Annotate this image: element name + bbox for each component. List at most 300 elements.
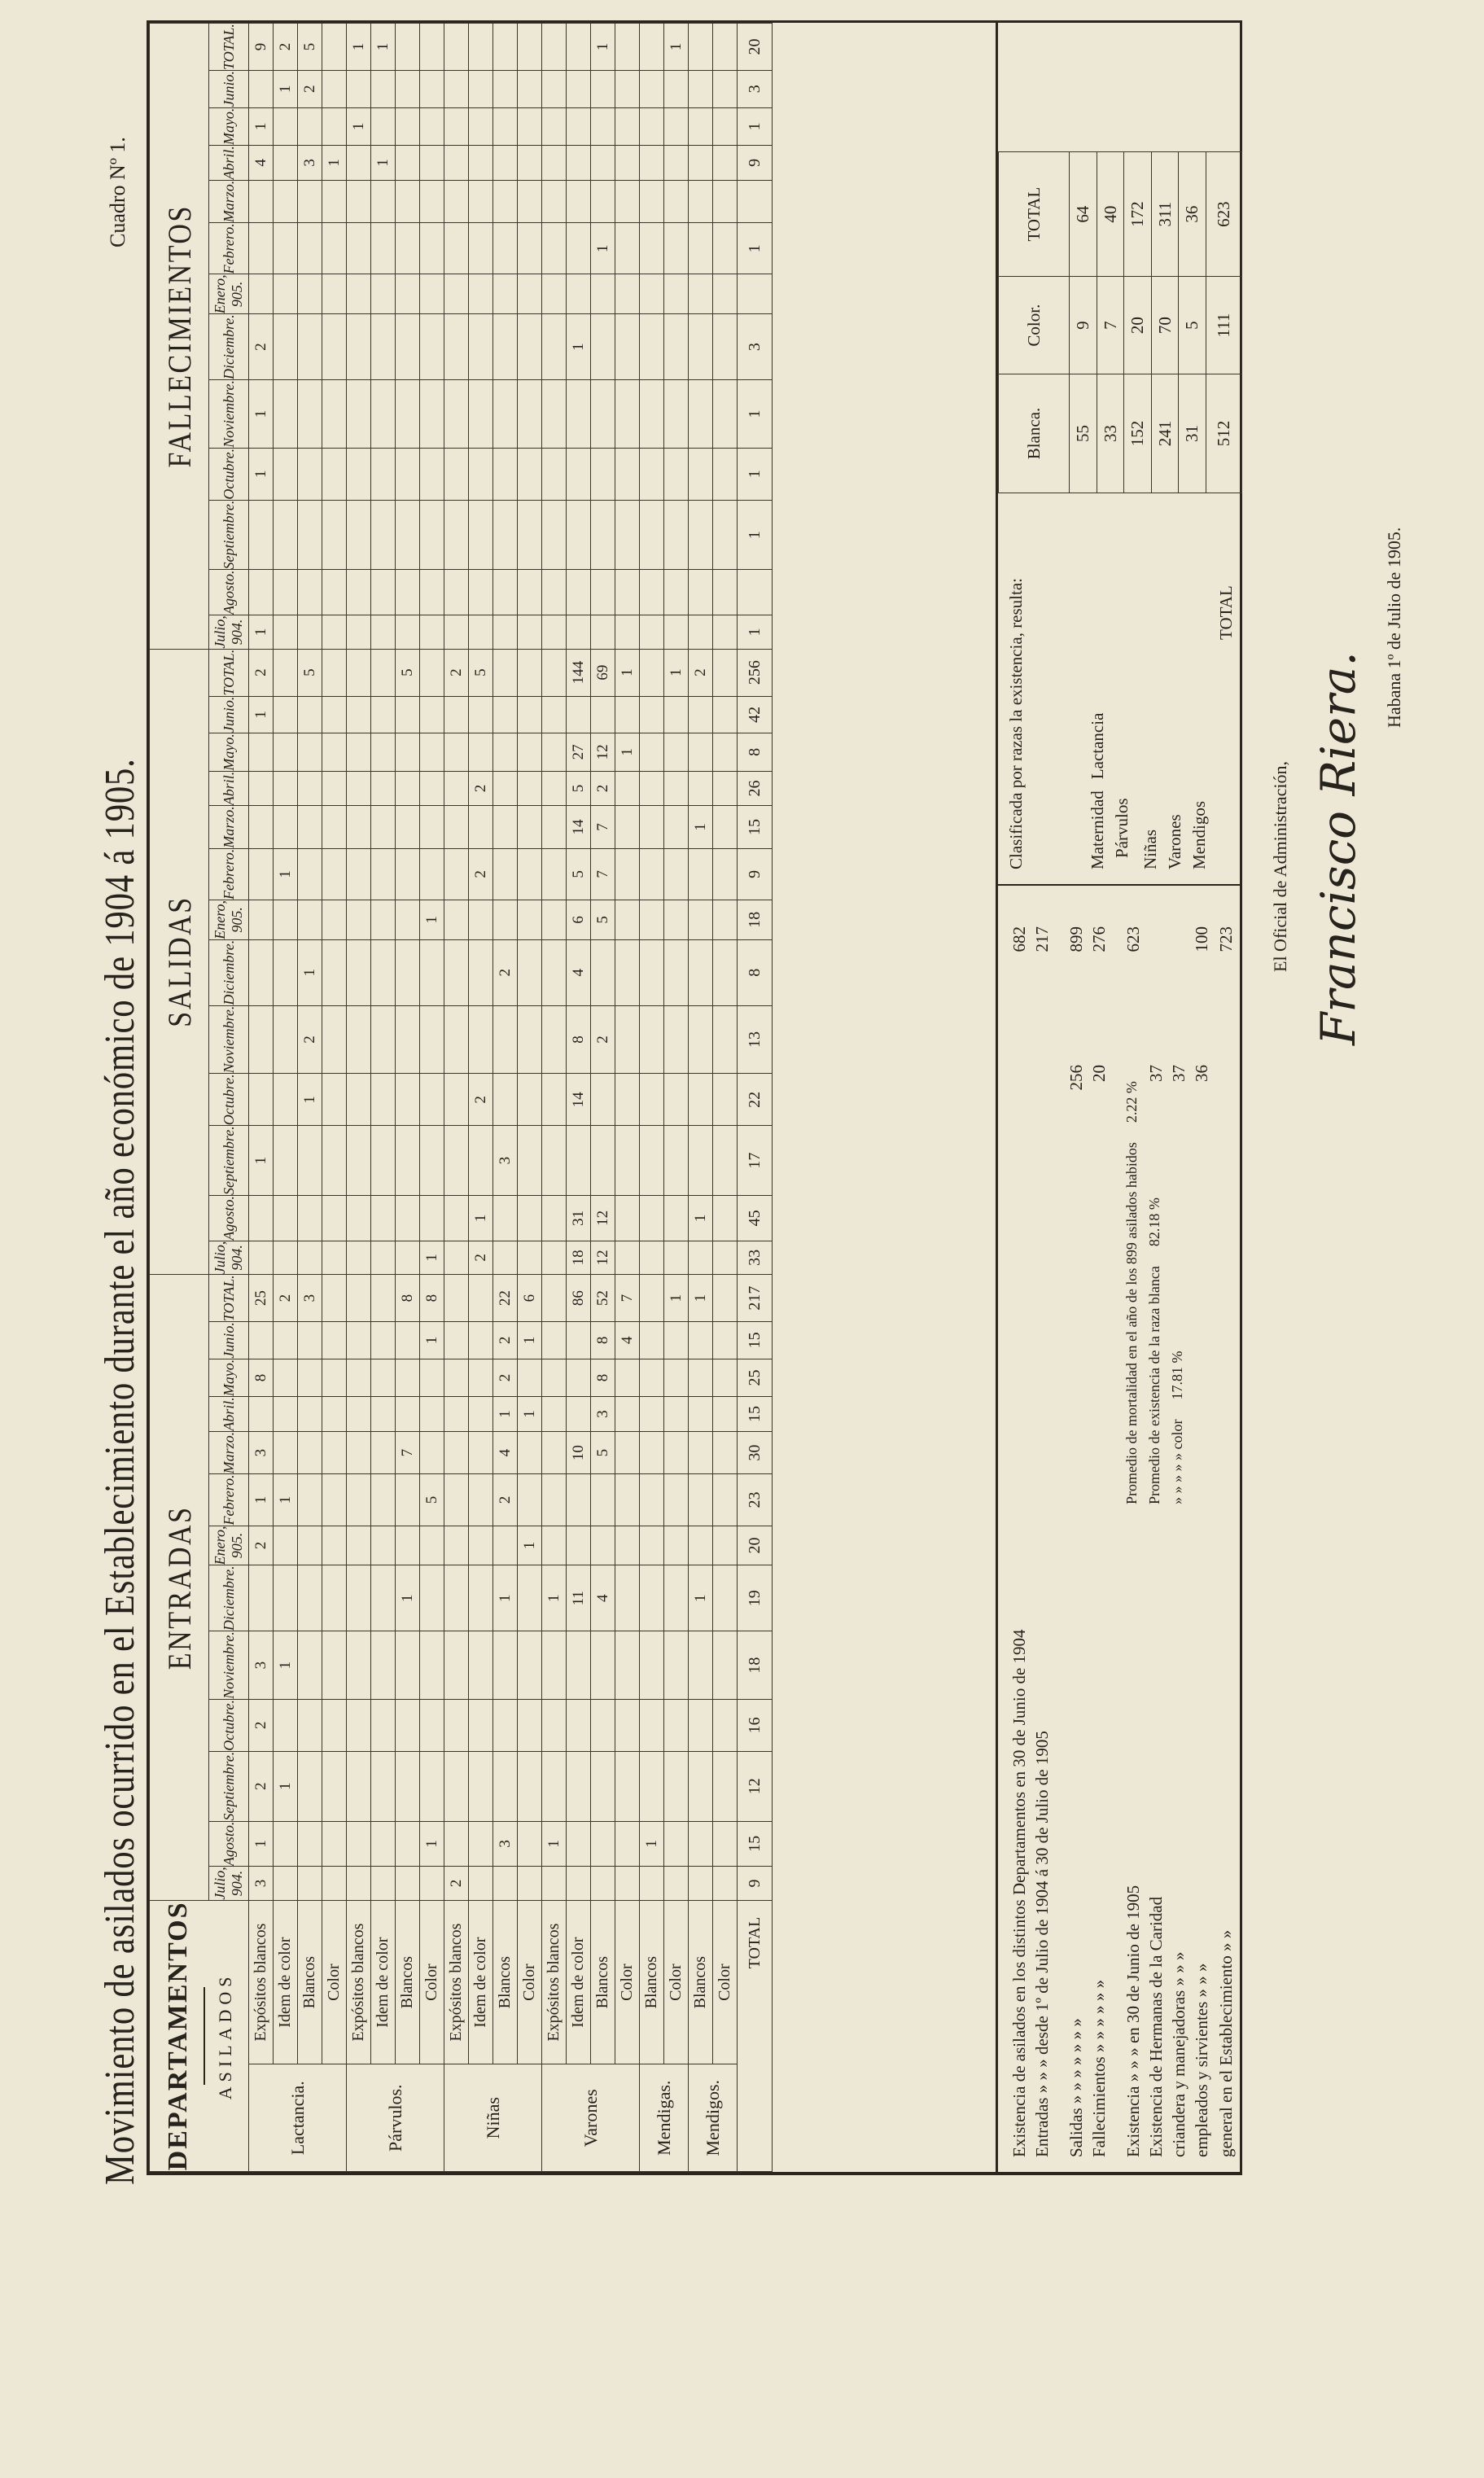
data-cell [664, 1821, 689, 1867]
data-cell [542, 146, 567, 181]
month-header: Marzo. [209, 180, 249, 223]
data-cell [469, 107, 493, 146]
classification-cell: 40 [1097, 152, 1123, 277]
data-cell [396, 696, 420, 733]
data-cell [444, 24, 469, 71]
data-cell [567, 500, 591, 570]
data-cell [347, 649, 371, 696]
total-cell: 1 [738, 500, 773, 570]
data-cell: 1 [542, 1565, 567, 1631]
data-cell [469, 615, 493, 650]
classification-row-label [1112, 799, 1132, 870]
month-header: Noviembre. [209, 380, 249, 449]
total-cell: 45 [738, 1196, 773, 1241]
month-header: Mayo. [209, 1359, 249, 1397]
data-cell [689, 1526, 713, 1565]
data-cell [689, 900, 713, 939]
data-cell [249, 274, 274, 314]
data-cell [542, 771, 567, 806]
data-cell [371, 1431, 396, 1474]
data-cell [664, 696, 689, 733]
data-cell [396, 500, 420, 570]
data-cell [615, 70, 640, 107]
data-cell [664, 1431, 689, 1474]
data-cell [322, 1431, 347, 1474]
data-cell [640, 380, 664, 449]
data-cell [371, 1397, 396, 1432]
data-cell: 2 [493, 1322, 518, 1359]
data-cell [322, 1275, 347, 1322]
total-cell: 1 [738, 107, 773, 146]
classification-header-row [999, 152, 1070, 493]
data-cell [469, 146, 493, 181]
data-cell [542, 1196, 567, 1241]
data-cell [274, 1241, 298, 1275]
data-cell [518, 771, 542, 806]
summary-value: 37 [1169, 1065, 1189, 1082]
data-cell [664, 939, 689, 1005]
data-cell [274, 180, 298, 223]
classification-block [998, 21, 1242, 886]
data-cell [591, 1631, 615, 1700]
month-header: Octubre. [209, 448, 249, 500]
month-header: Octubre. [209, 1074, 249, 1126]
data-cell: 8 [396, 1275, 420, 1322]
data-cell [664, 380, 689, 449]
data-cell: 2 [469, 771, 493, 806]
data-cell [518, 848, 542, 900]
data-cell [664, 1196, 689, 1241]
table-row [518, 24, 542, 2172]
data-cell [664, 1359, 689, 1397]
total-cell: 33 [738, 1241, 773, 1275]
data-cell [615, 146, 640, 181]
classification-row [1070, 152, 1097, 493]
data-cell [444, 380, 469, 449]
subcategory-label: Color [420, 1900, 444, 2064]
classification-cell: 36 [1179, 152, 1206, 277]
data-cell [347, 274, 371, 314]
data-cell [664, 771, 689, 806]
data-cell [371, 615, 396, 650]
subcategory-label: Idem de color [371, 1900, 396, 2064]
classification-cell: 31 [1179, 374, 1206, 493]
data-cell [347, 696, 371, 733]
data-cell [664, 1526, 689, 1565]
data-cell [420, 180, 444, 223]
data-cell [322, 107, 347, 146]
data-cell [444, 274, 469, 314]
data-cell [322, 274, 347, 314]
data-cell [493, 223, 518, 274]
data-cell [689, 274, 713, 314]
data-cell: 1 [420, 900, 444, 939]
subcategory-label: Color [664, 1900, 689, 2064]
table-row [396, 24, 420, 2172]
data-cell [322, 1074, 347, 1126]
data-cell: 2 [493, 939, 518, 1005]
data-cell [371, 314, 396, 380]
data-cell: 1 [689, 806, 713, 849]
data-cell [518, 1196, 542, 1241]
table-row [322, 24, 347, 2172]
data-cell [615, 1126, 640, 1196]
data-cell [615, 1431, 640, 1474]
total-row [738, 24, 773, 2172]
data-cell [591, 696, 615, 733]
data-cell: 7 [591, 848, 615, 900]
data-cell [371, 107, 396, 146]
data-cell [469, 274, 493, 314]
classification-cell: 152 [1124, 374, 1151, 493]
data-cell [713, 1751, 738, 1821]
data-cell [689, 500, 713, 570]
data-cell: 12 [591, 1196, 615, 1241]
data-cell: 6 [518, 1275, 542, 1322]
data-cell: 12 [591, 733, 615, 772]
promedio-value: 17.81 % [1169, 1351, 1185, 1400]
data-cell [371, 1699, 396, 1751]
data-cell [274, 1526, 298, 1565]
data-cell [371, 1631, 396, 1700]
data-cell [689, 146, 713, 181]
total-cell: 13 [738, 1005, 773, 1074]
data-cell [444, 1631, 469, 1700]
classification-cell: 33 [1097, 374, 1123, 493]
summary-line [1066, 2018, 1089, 2157]
data-cell [322, 696, 347, 733]
subcategory-label: Idem de color [274, 1900, 298, 2064]
data-cell [640, 771, 664, 806]
data-cell [518, 24, 542, 71]
data-cell [689, 1322, 713, 1359]
data-cell [664, 1241, 689, 1275]
data-cell [420, 615, 444, 650]
data-cell [469, 696, 493, 733]
data-cell [664, 733, 689, 772]
data-cell: 2 [444, 1867, 469, 1901]
data-cell [274, 649, 298, 696]
data-cell: 1 [274, 70, 298, 107]
data-cell: 5 [591, 900, 615, 939]
data-cell [640, 274, 664, 314]
data-cell [396, 180, 420, 223]
data-cell [420, 1751, 444, 1821]
data-cell [347, 500, 371, 570]
data-cell [469, 939, 493, 1005]
data-cell [713, 146, 738, 181]
subcategory-label: Blancos [640, 1900, 664, 2064]
table-row [640, 24, 664, 2172]
data-cell [567, 696, 591, 733]
summary-line [1146, 1897, 1169, 2157]
data-cell [420, 274, 444, 314]
month-header: TOTAL. [209, 649, 249, 696]
data-cell [542, 1126, 567, 1196]
data-cell [615, 1526, 640, 1565]
data-cell [591, 314, 615, 380]
data-cell [371, 1241, 396, 1275]
data-cell [542, 1631, 567, 1700]
data-cell: 1 [347, 107, 371, 146]
data-cell [371, 570, 396, 615]
data-cell [322, 1565, 347, 1631]
data-cell: 2 [469, 1074, 493, 1126]
data-cell [493, 314, 518, 380]
month-header: Diciembre. [209, 1565, 249, 1631]
data-cell [274, 1699, 298, 1751]
data-cell [371, 1359, 396, 1397]
summary-block [998, 902, 1242, 2172]
data-cell [615, 107, 640, 146]
data-cell: 4 [615, 1322, 640, 1359]
signature-name: Francisco Riera. [1311, 651, 1366, 1045]
data-cell [444, 771, 469, 806]
data-cell [469, 1126, 493, 1196]
data-cell [322, 1526, 347, 1565]
data-cell [396, 146, 420, 181]
data-cell [298, 570, 322, 615]
data-cell [396, 1751, 420, 1821]
data-cell: 2 [249, 1526, 274, 1565]
classification-cell: 20 [1124, 277, 1151, 374]
data-cell [640, 223, 664, 274]
data-cell [713, 1126, 738, 1196]
data-cell [298, 274, 322, 314]
data-cell: 27 [567, 733, 591, 772]
data-cell: 1 [420, 1241, 444, 1275]
data-cell [713, 848, 738, 900]
data-cell [615, 570, 640, 615]
data-cell [347, 733, 371, 772]
subcategory-label: Blancos [298, 1900, 322, 2064]
data-cell [420, 107, 444, 146]
data-cell [420, 24, 444, 71]
promedio-value: 82.18 % [1146, 1197, 1162, 1247]
data-cell [420, 448, 444, 500]
data-cell [542, 448, 567, 500]
fallecimientos-header [150, 24, 209, 650]
data-cell [371, 900, 396, 939]
data-cell [347, 1359, 371, 1397]
total-cell: 9 [738, 848, 773, 900]
classification-sublabel: Párvulos [1112, 798, 1132, 858]
data-cell [444, 733, 469, 772]
data-cell [347, 1275, 371, 1322]
data-cell [469, 448, 493, 500]
data-cell [591, 1867, 615, 1901]
total-cell: 3 [738, 314, 773, 380]
data-cell [249, 900, 274, 939]
data-cell [347, 1821, 371, 1867]
data-cell [274, 1196, 298, 1241]
data-cell [689, 733, 713, 772]
data-cell [567, 146, 591, 181]
data-cell [542, 615, 567, 650]
data-cell [615, 380, 640, 449]
total-cell: 1 [738, 615, 773, 650]
data-cell [371, 274, 396, 314]
data-cell: 1 [371, 146, 396, 181]
month-header: Octubre. [209, 1699, 249, 1751]
data-cell [444, 1196, 469, 1241]
data-cell [615, 1196, 640, 1241]
data-cell [518, 806, 542, 849]
data-cell: 1 [591, 24, 615, 71]
data-cell [640, 1397, 664, 1432]
data-cell [444, 1359, 469, 1397]
data-cell [420, 1631, 444, 1700]
month-header: Junio. [209, 1322, 249, 1359]
data-cell [444, 1751, 469, 1821]
classification-sublabel: Lactancia [1088, 712, 1107, 780]
month-header: Diciembre. [209, 314, 249, 380]
data-cell [591, 1526, 615, 1565]
cuadro-number: Cuadro Nº 1. [106, 137, 129, 247]
classification-total-label: TOTAL [1216, 585, 1236, 640]
data-cell [322, 500, 347, 570]
data-cell [567, 1821, 591, 1867]
data-cell: 1 [371, 24, 396, 71]
data-cell [689, 107, 713, 146]
summary-label: Fallecimientos » » » » » » [1089, 1979, 1109, 2157]
data-cell [713, 274, 738, 314]
data-cell [347, 70, 371, 107]
data-cell [396, 107, 420, 146]
summary-area [996, 23, 1242, 2172]
data-cell [518, 1074, 542, 1126]
data-cell [469, 1397, 493, 1432]
table-row [493, 24, 518, 2172]
data-cell [298, 180, 322, 223]
data-cell [689, 314, 713, 380]
data-cell [713, 1474, 738, 1526]
data-cell [640, 1005, 664, 1074]
summary-label: Salidas » » » » » » » [1066, 2018, 1086, 2157]
data-cell [444, 146, 469, 181]
data-cell [640, 24, 664, 71]
data-cell [371, 848, 396, 900]
classification-header: TOTAL [999, 152, 1070, 277]
data-cell [322, 1631, 347, 1700]
data-cell [298, 1474, 322, 1526]
data-cell [249, 223, 274, 274]
data-cell [322, 380, 347, 449]
total-cell: 1 [738, 380, 773, 449]
data-cell [713, 1397, 738, 1432]
summary-line [1216, 1930, 1239, 2157]
asilados-label: ASILADOS [214, 1972, 235, 2100]
data-cell [444, 314, 469, 380]
data-cell: 5 [420, 1474, 444, 1526]
data-cell [420, 848, 444, 900]
data-cell [591, 448, 615, 500]
total-cell: 12 [738, 1751, 773, 1821]
total-cell: 18 [738, 900, 773, 939]
month-header: Julio, 904. [209, 1867, 249, 1901]
data-cell [713, 1565, 738, 1631]
data-cell [347, 1565, 371, 1631]
month-header: Mayo. [209, 733, 249, 772]
data-cell [371, 939, 396, 1005]
total-cell: 42 [738, 696, 773, 733]
departamentos-label: DEPARTAMENTOS [162, 1901, 193, 2171]
data-cell [347, 848, 371, 900]
data-cell [274, 314, 298, 380]
data-cell [542, 570, 567, 615]
data-cell [347, 939, 371, 1005]
data-cell [591, 107, 615, 146]
data-cell [322, 1821, 347, 1867]
data-cell [640, 107, 664, 146]
data-cell [322, 1005, 347, 1074]
total-cell: 1 [738, 223, 773, 274]
data-cell [249, 570, 274, 615]
data-cell: 1 [249, 107, 274, 146]
data-cell [444, 1565, 469, 1631]
data-cell [469, 24, 493, 71]
data-cell [274, 900, 298, 939]
promedio-line [1146, 1197, 1169, 1504]
data-cell [615, 24, 640, 71]
data-cell [298, 1751, 322, 1821]
total-cell: 20 [738, 1526, 773, 1565]
data-cell [518, 615, 542, 650]
data-cell [615, 314, 640, 380]
data-cell [640, 649, 664, 696]
data-cell [420, 223, 444, 274]
data-cell [298, 1126, 322, 1196]
total-cell: 20 [738, 24, 773, 71]
data-cell [396, 1631, 420, 1700]
classification-row [1179, 152, 1206, 493]
data-cell [713, 806, 738, 849]
total-cell: 9 [738, 1867, 773, 1901]
data-cell [396, 615, 420, 650]
data-cell [298, 696, 322, 733]
data-cell [689, 1699, 713, 1751]
data-cell [518, 1699, 542, 1751]
data-cell: 8 [591, 1322, 615, 1359]
data-cell [298, 900, 322, 939]
data-cell [420, 380, 444, 449]
data-cell [396, 1397, 420, 1432]
data-cell [664, 314, 689, 380]
data-cell [689, 1074, 713, 1126]
data-cell [469, 1005, 493, 1074]
data-cell: 1 [274, 1751, 298, 1821]
data-cell [298, 1322, 322, 1359]
data-cell [542, 900, 567, 939]
data-cell [322, 848, 347, 900]
data-cell [542, 380, 567, 449]
data-cell [420, 1196, 444, 1241]
data-cell [713, 448, 738, 500]
total-cell [738, 570, 773, 615]
data-cell [713, 180, 738, 223]
data-cell [591, 180, 615, 223]
classification-total-cell: 111 [1206, 277, 1241, 374]
classification-row-label [1189, 790, 1210, 869]
data-cell [640, 733, 664, 772]
data-cell [444, 806, 469, 849]
month-header: Septiembre. [209, 1751, 249, 1821]
data-cell [689, 380, 713, 449]
data-cell [371, 1074, 396, 1126]
data-cell [567, 1751, 591, 1821]
subcategory-label: Idem de color [469, 1900, 493, 2064]
data-cell [615, 615, 640, 650]
